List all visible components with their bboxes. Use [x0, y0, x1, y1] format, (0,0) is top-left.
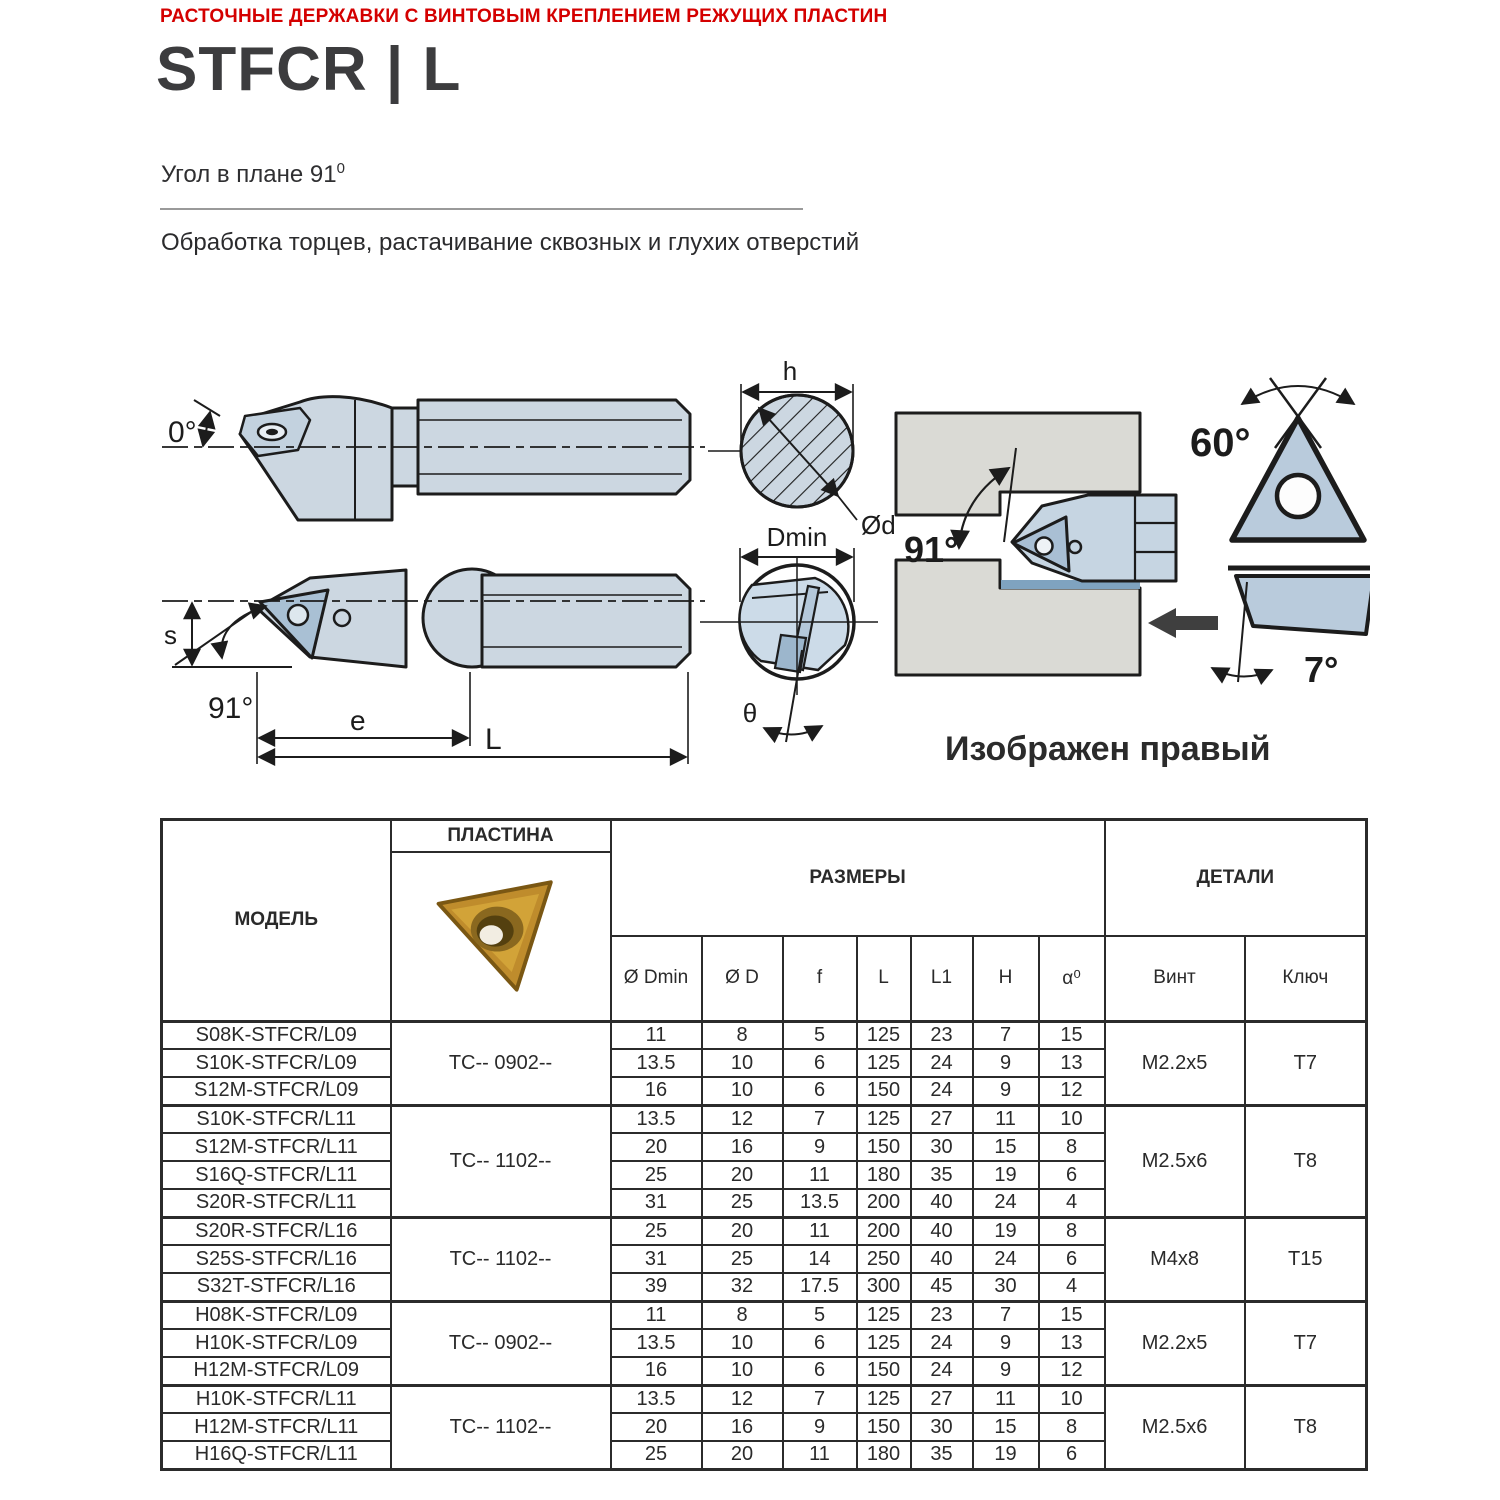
size-value-cell: 30: [911, 1133, 973, 1161]
angle-note: [161, 160, 345, 189]
insert-code-cell: TC-- 1102--: [391, 1217, 611, 1301]
size-value-cell: 35: [911, 1441, 973, 1469]
lead-angle-label: 91°: [208, 692, 254, 725]
size-value-cell: 20: [702, 1161, 783, 1189]
size-value-cell: 27: [911, 1105, 973, 1133]
size-value-cell: 125: [857, 1105, 911, 1133]
size-value-cell: 7: [783, 1105, 857, 1133]
angle-note-sup: 0: [336, 160, 345, 177]
head-length-label: e: [350, 705, 366, 736]
insert-hole: [288, 605, 308, 625]
key-cell: T8: [1245, 1105, 1367, 1217]
model-cell: H10K-STFCR/L11: [162, 1385, 391, 1413]
size-value-cell: 15: [1039, 1301, 1105, 1329]
size-value-cell: 25: [611, 1441, 702, 1469]
size-col-h: H: [973, 936, 1039, 1021]
size-value-cell: 6: [783, 1077, 857, 1105]
size-value-cell: 6: [783, 1049, 857, 1077]
col-header-insert: ПЛАСТИНА: [391, 820, 611, 852]
size-value-cell: 4: [1039, 1273, 1105, 1301]
size-value-cell: 7: [783, 1385, 857, 1413]
spec-table: [160, 818, 1368, 1471]
table-row: [162, 1385, 1367, 1413]
size-value-cell: 31: [611, 1245, 702, 1273]
size-value-cell: 15: [973, 1133, 1039, 1161]
size-value-cell: 25: [702, 1189, 783, 1217]
page-title: STFCR | L: [156, 35, 462, 104]
size-value-cell: 17.5: [783, 1273, 857, 1301]
size-value-cell: 20: [611, 1133, 702, 1161]
size-value-cell: 24: [973, 1245, 1039, 1273]
size-value-cell: 14: [783, 1245, 857, 1273]
size-value-cell: 7: [973, 1301, 1039, 1329]
insert-photo: [394, 853, 610, 1014]
size-col-f: f: [783, 936, 857, 1021]
size-value-cell: 20: [611, 1413, 702, 1441]
size-value-cell: 10: [1039, 1385, 1105, 1413]
size-value-cell: 32: [702, 1273, 783, 1301]
page-kicker: РАСТОЧНЫЕ ДЕРЖАВКИ С ВИНТОВЫМ КРЕПЛЕНИЕМ РЕЖУЩИХ ПЛАСТИН: [160, 6, 888, 27]
size-value-cell: 6: [1039, 1441, 1105, 1469]
page-description: Обработка торцев, растачивание сквозных и глухих отверстий: [161, 229, 860, 256]
size-value-cell: 20: [702, 1217, 783, 1245]
size-value-cell: 6: [783, 1357, 857, 1385]
size-value-cell: 4: [1039, 1189, 1105, 1217]
size-value-cell: 10: [702, 1077, 783, 1105]
size-value-cell: 200: [857, 1217, 911, 1245]
drawing-caption: Изображен правый: [945, 730, 1271, 768]
screw-cell: M2.5x6: [1105, 1385, 1245, 1469]
size-value-cell: 40: [911, 1217, 973, 1245]
size-value-cell: 23: [911, 1021, 973, 1049]
size-value-cell: 25: [611, 1161, 702, 1189]
model-cell: S20R-STFCR/L16: [162, 1217, 391, 1245]
insert-center-hole: [1277, 475, 1319, 517]
col-header-sizes: РАЗМЕРЫ: [611, 820, 1105, 936]
size-value-cell: 30: [973, 1273, 1039, 1301]
size-col-l: L: [857, 936, 911, 1021]
size-value-cell: 12: [702, 1105, 783, 1133]
size-value-cell: 31: [611, 1189, 702, 1217]
bar-side-view-drawing: [162, 397, 705, 520]
angle-note-text: Угол в плане 91: [161, 161, 337, 188]
divider-line: [160, 208, 803, 210]
size-value-cell: 16: [702, 1133, 783, 1161]
bar-shank-2: [482, 575, 690, 667]
size-value-cell: 13: [1039, 1049, 1105, 1077]
key-cell: T7: [1245, 1301, 1367, 1385]
size-col-l1: L1: [911, 936, 973, 1021]
key-cell: T8: [1245, 1385, 1367, 1469]
size-value-cell: 9: [973, 1329, 1039, 1357]
size-value-cell: 16: [611, 1077, 702, 1105]
insert-side-view: [1236, 576, 1370, 634]
size-value-cell: 24: [911, 1049, 973, 1077]
size-value-cell: 24: [911, 1077, 973, 1105]
table-row: [162, 1301, 1367, 1329]
size-value-cell: 11: [783, 1217, 857, 1245]
size-value-cell: 6: [783, 1329, 857, 1357]
model-cell: S25S-STFCR/L16: [162, 1245, 391, 1273]
col-header-key: Ключ: [1245, 936, 1367, 1021]
size-value-cell: 10: [1039, 1105, 1105, 1133]
model-cell: S20R-STFCR/L11: [162, 1189, 391, 1217]
size-value-cell: 13.5: [611, 1385, 702, 1413]
size-value-cell: 300: [857, 1273, 911, 1301]
drawings-svg: [160, 350, 1370, 800]
model-cell: H12M-STFCR/L09: [162, 1357, 391, 1385]
key-cell: T7: [1245, 1021, 1367, 1105]
size-value-cell: 13.5: [611, 1049, 702, 1077]
size-value-cell: 6: [1039, 1161, 1105, 1189]
table-row: [162, 1217, 1367, 1245]
table-row: [162, 1021, 1367, 1049]
shank-dia-label: Ød: [861, 510, 896, 540]
total-length-label: L: [485, 723, 502, 756]
size-value-cell: 12: [1039, 1357, 1105, 1385]
size-value-cell: 9: [783, 1413, 857, 1441]
size-value-cell: 25: [611, 1217, 702, 1245]
size-value-cell: 9: [973, 1077, 1039, 1105]
size-value-cell: 9: [973, 1049, 1039, 1077]
insert-code-cell: TC-- 1102--: [391, 1385, 611, 1469]
size-col-alpha: α⁰: [1039, 936, 1105, 1021]
min-bore-label: Dmin: [766, 522, 828, 552]
size-value-cell: 39: [611, 1273, 702, 1301]
size-value-cell: 10: [702, 1329, 783, 1357]
size-value-cell: 27: [911, 1385, 973, 1413]
model-cell: S16Q-STFCR/L11: [162, 1161, 391, 1189]
size-value-cell: 7: [973, 1021, 1039, 1049]
size-value-cell: 12: [1039, 1077, 1105, 1105]
size-value-cell: 5: [783, 1301, 857, 1329]
size-value-cell: 40: [911, 1189, 973, 1217]
insert-code-cell: TC-- 0902--: [391, 1301, 611, 1385]
size-value-cell: 8: [1039, 1133, 1105, 1161]
col-header-model: МОДЕЛЬ: [162, 820, 391, 1022]
model-cell: S12M-STFCR/L09: [162, 1077, 391, 1105]
screw-cell: M4x8: [1105, 1217, 1245, 1301]
model-cell: S10K-STFCR/L11: [162, 1105, 391, 1133]
key-cell: T15: [1245, 1217, 1367, 1301]
model-cell: S10K-STFCR/L09: [162, 1049, 391, 1077]
size-value-cell: 150: [857, 1357, 911, 1385]
theta-label: θ: [742, 698, 758, 728]
size-value-cell: 125: [857, 1049, 911, 1077]
size-value-cell: 25: [702, 1245, 783, 1273]
size-value-cell: 12: [702, 1385, 783, 1413]
bore-angle-label: 91°: [904, 529, 959, 570]
size-value-cell: 150: [857, 1077, 911, 1105]
model-cell: H16Q-STFCR/L11: [162, 1441, 391, 1469]
screw-cell: M2.5x6: [1105, 1105, 1245, 1217]
screw-cell: M2.2x5: [1105, 1301, 1245, 1385]
size-value-cell: 13: [1039, 1329, 1105, 1357]
size-value-cell: 11: [611, 1301, 702, 1329]
size-value-cell: 11: [783, 1441, 857, 1469]
size-value-cell: 19: [973, 1441, 1039, 1469]
size-value-cell: 45: [911, 1273, 973, 1301]
col-header-details: ДЕТАЛИ: [1105, 820, 1367, 936]
size-value-cell: 13.5: [611, 1329, 702, 1357]
size-value-cell: 11: [973, 1105, 1039, 1133]
size-value-cell: 200: [857, 1189, 911, 1217]
col-header-screw: Винт: [1105, 936, 1245, 1021]
clearance-angle-label: 7°: [1304, 649, 1339, 690]
shank-height-label: s: [164, 620, 177, 650]
size-value-cell: 9: [973, 1357, 1039, 1385]
size-col-dmin: Ø Dmin: [611, 936, 702, 1021]
size-value-cell: 150: [857, 1133, 911, 1161]
size-value-cell: 35: [911, 1161, 973, 1189]
size-value-cell: 16: [611, 1357, 702, 1385]
size-value-cell: 8: [1039, 1217, 1105, 1245]
model-cell: H08K-STFCR/L09: [162, 1301, 391, 1329]
size-col-d: Ø D: [702, 936, 783, 1021]
size-value-cell: 23: [911, 1301, 973, 1329]
size-value-cell: 11: [611, 1021, 702, 1049]
size-value-cell: 180: [857, 1161, 911, 1189]
size-value-cell: 16: [702, 1413, 783, 1441]
rake-angle-label: 0°: [168, 416, 197, 449]
size-value-cell: 8: [1039, 1413, 1105, 1441]
insert-code-cell: TC-- 0902--: [391, 1021, 611, 1105]
size-value-cell: 10: [702, 1357, 783, 1385]
height-label: h: [782, 356, 798, 386]
size-value-cell: 11: [973, 1385, 1039, 1413]
size-value-cell: 125: [857, 1385, 911, 1413]
insert-photo-hole: [479, 925, 502, 945]
size-value-cell: 150: [857, 1413, 911, 1441]
bore-section-drawing: [700, 548, 878, 742]
model-cell: H12M-STFCR/L11: [162, 1413, 391, 1441]
insert-angle-label: 60°: [1190, 421, 1251, 465]
insert-code-cell: TC-- 1102--: [391, 1105, 611, 1217]
size-value-cell: 125: [857, 1329, 911, 1357]
table-row: [162, 1105, 1367, 1133]
feed-arrow: [1148, 608, 1218, 638]
size-value-cell: 8: [702, 1021, 783, 1049]
size-value-cell: 13.5: [611, 1105, 702, 1133]
technical-drawings: [160, 350, 1370, 800]
size-value-cell: 8: [702, 1301, 783, 1329]
screw-cell: M2.2x5: [1105, 1021, 1245, 1105]
shank-section-drawing: [708, 384, 857, 520]
model-cell: H10K-STFCR/L09: [162, 1329, 391, 1357]
model-cell: S32T-STFCR/L16: [162, 1273, 391, 1301]
size-value-cell: 19: [973, 1161, 1039, 1189]
size-value-cell: 19: [973, 1217, 1039, 1245]
bar-dimension-view-drawing: [162, 569, 705, 764]
size-value-cell: 11: [783, 1161, 857, 1189]
model-cell: S08K-STFCR/L09: [162, 1021, 391, 1049]
size-value-cell: 30: [911, 1413, 973, 1441]
size-value-cell: 10: [702, 1049, 783, 1077]
insert-photo-cell: [391, 852, 611, 1022]
size-value-cell: 24: [911, 1357, 973, 1385]
size-value-cell: 20: [702, 1441, 783, 1469]
head-screw: [334, 610, 350, 626]
size-value-cell: 40: [911, 1245, 973, 1273]
size-value-cell: 9: [783, 1133, 857, 1161]
model-cell: S12M-STFCR/L11: [162, 1133, 391, 1161]
size-value-cell: 24: [973, 1189, 1039, 1217]
size-value-cell: 5: [783, 1021, 857, 1049]
size-value-cell: 13.5: [783, 1189, 857, 1217]
size-value-cell: 250: [857, 1245, 911, 1273]
size-value-cell: 180: [857, 1441, 911, 1469]
size-value-cell: 125: [857, 1301, 911, 1329]
size-value-cell: 125: [857, 1021, 911, 1049]
size-value-cell: 6: [1039, 1245, 1105, 1273]
size-value-cell: 15: [1039, 1021, 1105, 1049]
size-value-cell: 24: [911, 1329, 973, 1357]
size-value-cell: 15: [973, 1413, 1039, 1441]
